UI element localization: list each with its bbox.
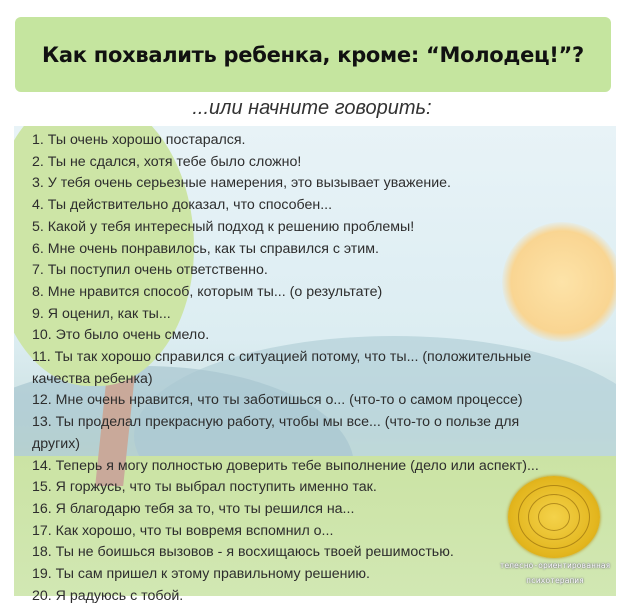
list-item-text: 13. Ты проделал прекрасную работу, чтобы мы все... (что-то о пользе для (32, 414, 520, 431)
list-item-text: 2. Ты не сдался, хотя тебе было сложно! (32, 153, 302, 170)
list-item (32, 412, 539, 455)
list-item (32, 152, 539, 174)
list-item (32, 282, 539, 304)
list-item-text: 19. Ты сам пришел к этому правильному решению. (32, 566, 370, 583)
list-item-text: 14. Теперь я могу полностью доверить тебе выполнение (дело или аспект)... (32, 457, 539, 474)
list-item-text: 7. Ты поступил очень ответственно. (32, 262, 268, 279)
list-item-text: 17. Как хорошо, что ты вовремя вспомнил о... (32, 522, 334, 539)
list-item-text: 16. Я благодарю тебя за то, что ты решился на... (32, 500, 355, 517)
list-item-text: 12. Мне очень нравится, что ты заботишься о... (что-то о самом процессе) (32, 392, 523, 409)
list-item (32, 130, 539, 152)
list-item-text: 20. Я радуюсь с тобой. (32, 587, 184, 604)
list-item (32, 586, 539, 607)
page-title: Как похвалить ребенка, кроме: “Молодец!”? (42, 42, 584, 67)
list-item-text: 1. Ты очень хорошо постарался. (32, 132, 246, 148)
list-item (32, 499, 539, 521)
list-item-text: 8. Мне нравится способ, которым ты... (о результате) (32, 283, 383, 300)
list-item-text: других) (32, 435, 81, 452)
list-item (32, 195, 539, 217)
list-item-text: 4. Ты действительно доказал, что способен... (32, 197, 333, 214)
list-item-text: 15. Я горжусь, что ты выбрал поступить именно так. (32, 479, 377, 496)
list-item (32, 390, 539, 412)
list-item (32, 217, 539, 239)
list-item (32, 521, 539, 543)
list-item (32, 260, 539, 282)
list-item (32, 542, 539, 564)
list-item-text: 6. Мне очень понравилось, как ты справился с этим. (32, 240, 379, 257)
list-item (32, 239, 539, 261)
watermark-line-2: психотерапия (526, 576, 584, 585)
list-item (32, 347, 539, 390)
labyrinth-logo-icon (508, 476, 600, 558)
list-item-text: 11. Ты так хорошо справился с ситуацией потому, что ты... (положительные (32, 349, 532, 366)
phrase-list (32, 130, 539, 607)
list-item (32, 456, 539, 478)
list-item-text: качества ребенка) (32, 370, 153, 387)
title-banner (15, 17, 611, 92)
list-item-text: 10. Это было очень смело. (32, 327, 210, 344)
list-item (32, 173, 539, 195)
list-item-text: 5. Какой у тебя интересный подход к решению проблемы! (32, 218, 415, 235)
watermark-line-1: телесно-ориентированная (499, 561, 611, 570)
subtitle: ...или начните говорить: (192, 97, 432, 119)
list-item (32, 564, 539, 586)
list-item (32, 304, 539, 326)
list-item-text: 3. У тебя очень серьезные намерения, это вызывает уважение. (32, 175, 451, 192)
list-item (32, 477, 539, 499)
list-item (32, 325, 539, 347)
list-item-text: 18. Ты не боишься вызовов - я восхищаюсь твоей решимостью. (32, 544, 454, 561)
list-item-text: 9. Я оценил, как ты... (32, 305, 171, 322)
